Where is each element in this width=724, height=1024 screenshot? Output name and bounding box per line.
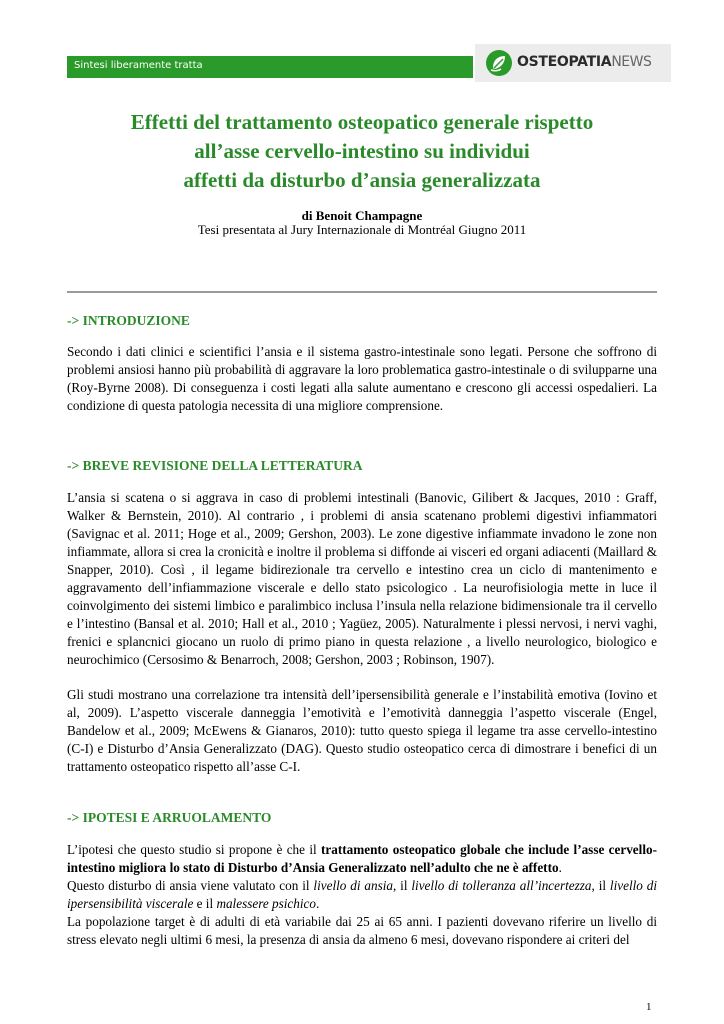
literature-paragraph-2: Gli studi mostrano una correlazione tra intensità dell’ipersensibilità generale e l’instabilità emotiva (Iovino et al, 2009). L’aspetto viscerale danneggia l’emotività e l’emotività danneggia l’aspetto viscerale (Engel, Bandelow et al., 2009; McEwens & Gianaros, 2010): tutto questo spiega il legame tra asse cervello-intestino (C-I) e Disturbo d’Ansia Generalizzato (DAG). Questo studio osteopatico cerca di dimostrare i benefici di un trattamento osteopatico rispetto all’asse C-I.	[67, 687, 657, 774]
title-line-1: Effetti del trattamento osteopatico generale rispetto	[130, 110, 594, 134]
horizontal-divider	[67, 291, 657, 293]
intro-paragraph: Secondo i dati clinici e scientifici l’ansia e il sistema gastro-intestinale sono legati. Persone che soffrono di problemi ansiosi hanno più probabilità di aggravare la loro problematica gastro-intestinale o di svilupparne una (Roy-Byrne 2008). Di conseguenza i costi legati alla salute aumentano e crescono gli accessi ospedalieri. La condizione di questa patologia necessita di una migliore comprensione.	[67, 344, 657, 413]
hypothesis-text: L’ipotesi che questo studio si propone è che il	[67, 842, 322, 857]
hypothesis-end: .	[558, 860, 562, 875]
section-heading-introduction: -> INTRODUZIONE	[67, 313, 190, 328]
logo-news: NEWS	[611, 54, 652, 70]
measure-anxiety: livello di ansia	[313, 878, 393, 893]
measure-psychic-distress: malessere psichico	[216, 896, 316, 911]
measures-sep-2: , il	[591, 878, 610, 893]
section-heading-literature-review: -> BREVE REVISIONE DELLA LETTERATURA	[67, 458, 363, 473]
header-banner	[67, 56, 473, 78]
logo-main: OSTEOPATIA	[517, 54, 612, 70]
measures-sep-1: , il	[392, 878, 412, 893]
measure-uncertainty: livello di tolleranza all’incertezza	[411, 878, 592, 893]
section-heading-hypothesis: -> IPOTESI E ARRUOLAMENTO	[67, 810, 272, 825]
banner-text: Sintesi liberamente tratta	[74, 60, 203, 71]
author-line: di Benoit Champagne	[301, 208, 423, 223]
thesis-info-line: Tesi presentata al Jury Internazionale di Montréal Giugno 2011	[197, 222, 527, 237]
hypothesis-paragraph-2	[67, 877, 657, 913]
literature-paragraph-1: L’ansia si scatena o si aggrava in caso di problemi intestinali (Banovic, Gilibert & Jacques, 2010 : Graff, Walker & Bernstein, 2010). Al contrario , i problemi di ansia scatenano problemi digestivi infiammatori (Savignac et al. 2011; Hoge et al., 2009; Gershon, 2003). Le zone digestive infiammate invadono le zone non infiammate, allora si crea la cronicità e inoltre il problema si diffonde ai visceri ed organi adiacenti (Maillard & Snapper, 2010). Così , il legame bidirezionale tra cervello e intestino crea un ciclo di mantenimento e aggravamento dell’infiammazione viscerale e dello stato psicologico . La neurofisiologia mette in luce il coinvolgimento dei sistemi limbico e paralimbico inclusa l’insula nella relazione bidimensionale tra il cervello e l’intestino (Bansal et al. 2010; Hall et al., 2010 ; Yagüez, 2005). Naturalmente i plessi nervosi, i nervi vaghi, frenici e splancnici giocano un ruolo di primo piano in questa relazione , a livello neurologico, biologico e neurochimico (Cersosimo & Benarroch, 2008; Gershon, 2003 ; Robinson, 1907).	[67, 490, 657, 667]
hypothesis-statement: trattamento osteopatico globale che include l’asse cervello-intestino migliora lo stato di Disturbo d’Ansia Generalizzato nell’adulto che ne è affetto	[67, 842, 657, 875]
logo-wordmark	[517, 54, 651, 70]
osteopatianews-logo	[475, 44, 671, 82]
leaf-hand-icon	[485, 49, 513, 77]
document-title	[40, 108, 684, 195]
title-line-2: all’asse cervello-intestino su individui	[194, 139, 530, 163]
hypothesis-paragraph-3: La popolazione target è di adulti di età variabile dai 25 ai 65 anni. I pazienti dovevano riferire un livello di stress elevato negli ultimi 6 mesi, la presenza di ansia da almeno 6 mesi, dovevano rispondere ai criteri del	[67, 914, 657, 947]
title-line-3: affetti da disturbo d’ansia generalizzata	[183, 168, 541, 192]
hypothesis-paragraph-1	[67, 841, 657, 877]
measures-end: .	[315, 896, 320, 911]
page-number: 1	[646, 1001, 652, 1013]
measures-sep-3: e il	[193, 896, 217, 911]
measures-text: Questo disturbo di ansia viene valutato con il	[67, 878, 314, 893]
measure-hypersensitivity: livello di ipersensibilità viscerale	[67, 878, 658, 911]
